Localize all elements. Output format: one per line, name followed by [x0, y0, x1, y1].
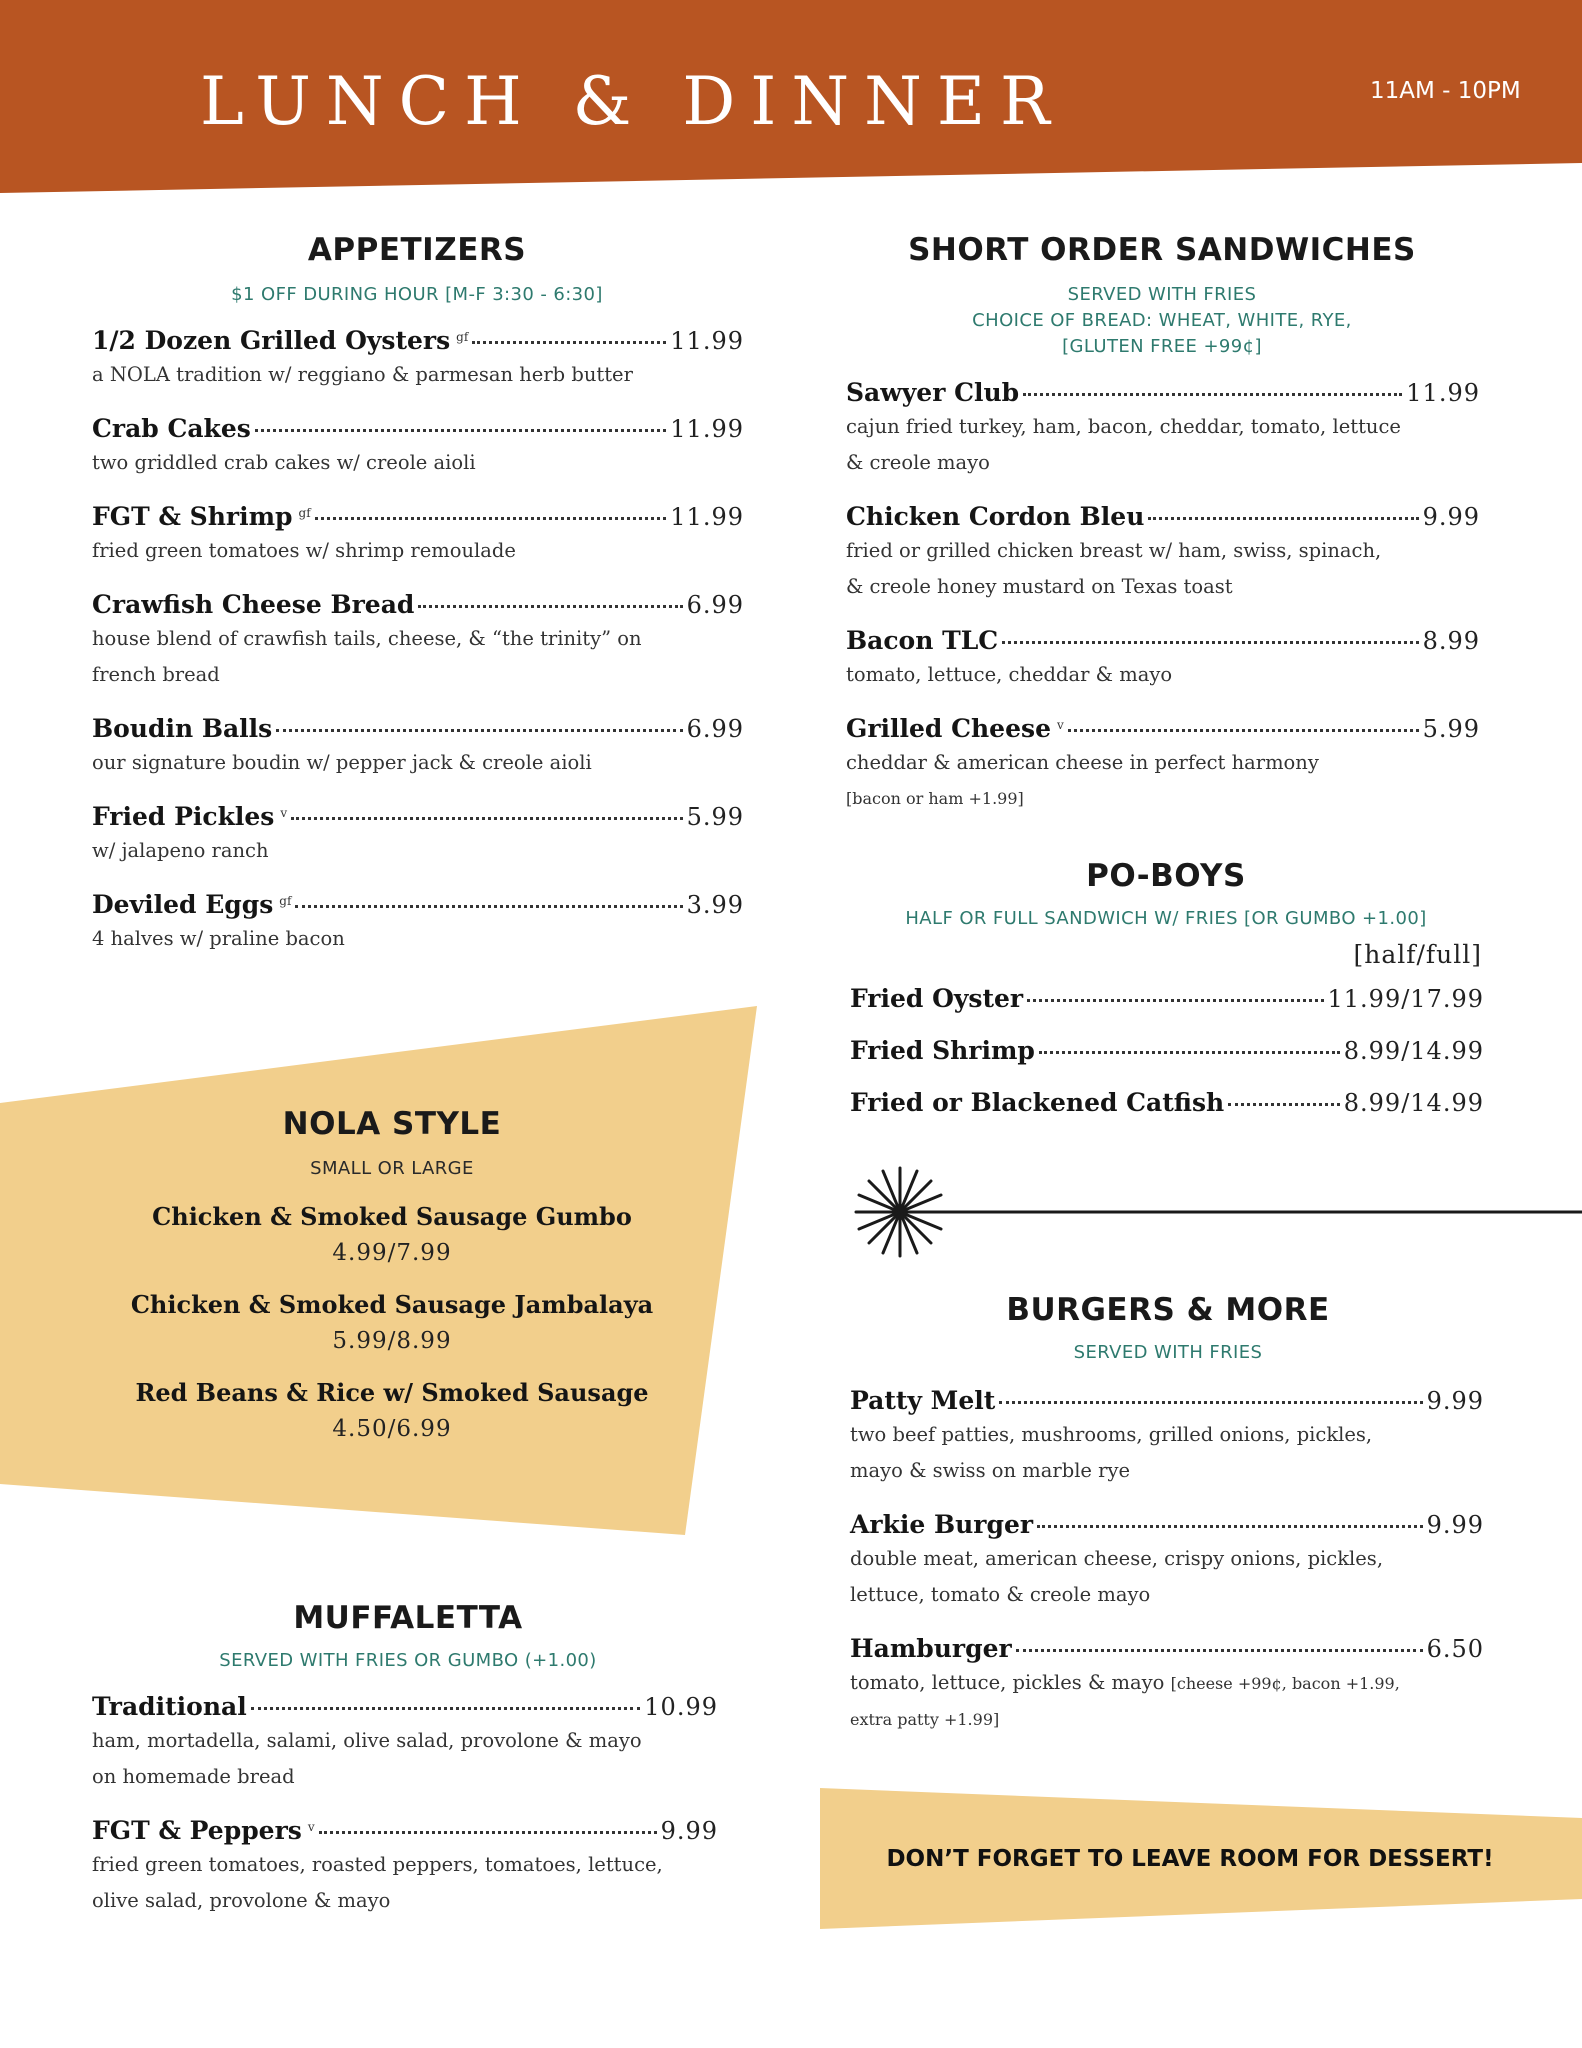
poboys-subtitle: HALF OR FULL SANDWICH W/ FRIES [OR GUMBO +1.00] — [905, 908, 1427, 929]
item-desc: french bread — [92, 663, 220, 686]
nola-item-price: 4.99/7.99 — [332, 1240, 452, 1266]
item-name: Arkie Burger — [850, 1510, 1034, 1539]
menu-item — [92, 326, 744, 393]
item-name: Fried Oyster — [850, 984, 1024, 1013]
nola-item-name: Chicken & Smoked Sausage Gumbo — [152, 1202, 632, 1231]
item-name: Traditional — [92, 1692, 247, 1721]
menu-item — [850, 984, 1484, 1013]
dot-leader — [1016, 1649, 1423, 1652]
item-desc: ham, mortadella, salami, olive salad, provolone & mayo — [92, 1729, 642, 1752]
dot-leader — [1039, 1051, 1340, 1054]
item-desc: & creole honey mustard on Texas toast — [846, 575, 1233, 598]
item-name: 1/2 Dozen Grilled Oysters — [92, 326, 451, 355]
item-price: 11.99/17.99 — [1327, 985, 1484, 1013]
dot-leader — [315, 517, 667, 520]
item-price: 9.99 — [1426, 1511, 1484, 1539]
menu-item — [846, 378, 1480, 481]
dot-leader — [999, 1401, 1422, 1404]
item-price: 10.99 — [644, 1693, 718, 1721]
dessert-callout: DON’T FORGET TO LEAVE ROOM FOR DESSERT! — [886, 1846, 1494, 1872]
item-price: 5.99 — [1422, 715, 1480, 743]
item-name: FGT & Shrimp — [92, 502, 293, 531]
item-price: 5.99 — [686, 803, 744, 831]
menu-item — [850, 1036, 1484, 1065]
item-name: Deviled Eggs — [92, 890, 274, 919]
appetizers-subtitle: $1 OFF DURING HOUR [M-F 3:30 - 6:30] — [231, 284, 603, 305]
item-desc: double meat, american cheese, crispy onions, pickles, — [850, 1547, 1384, 1570]
item-price: 8.99/14.99 — [1343, 1089, 1484, 1117]
menu-item — [92, 590, 744, 693]
dot-leader — [319, 1831, 657, 1834]
dietary-tag: v — [307, 1820, 315, 1834]
menu-item — [850, 1386, 1484, 1489]
dot-leader — [418, 605, 682, 608]
item-price: 9.99 — [1426, 1387, 1484, 1415]
appetizers-title: APPETIZERS — [307, 232, 527, 268]
item-desc: fried green tomatoes w/ shrimp remoulade — [92, 539, 516, 562]
poboys-column-header: [half/full] — [1353, 940, 1482, 969]
item-desc: two beef patties, mushrooms, grilled onions, pickles, — [850, 1423, 1373, 1446]
item-price: 6.99 — [686, 591, 744, 619]
poboys-title: PO-BOYS — [1086, 858, 1246, 894]
item-desc: cajun fried turkey, ham, bacon, cheddar, tomato, lettuce — [846, 415, 1401, 438]
menu-item — [92, 1816, 718, 1919]
dot-leader — [295, 905, 682, 908]
item-desc — [850, 1665, 1484, 1702]
item-price: 8.99/14.99 — [1343, 1037, 1484, 1065]
burgers-subtitle: SERVED WITH FRIES — [1073, 1342, 1263, 1363]
item-price: 6.99 — [686, 715, 744, 743]
item-desc: w/ jalapeno ranch — [92, 839, 269, 862]
menu-item — [846, 626, 1480, 693]
dietary-tag: v — [280, 806, 288, 820]
menu-item — [850, 1510, 1484, 1613]
menu-item — [92, 802, 744, 869]
item-name: Patty Melt — [850, 1386, 996, 1415]
dot-leader — [472, 341, 666, 344]
menu-item — [92, 714, 744, 781]
item-price: 8.99 — [1422, 627, 1480, 655]
item-desc: fried green tomatoes, roasted peppers, tomatoes, lettuce, — [92, 1853, 663, 1876]
muffaletta-subtitle: SERVED WITH FRIES OR GUMBO (+1.00) — [219, 1650, 597, 1671]
hours-label: 11AM - 10PM — [1370, 78, 1521, 104]
item-desc: a NOLA tradition w/ reggiano & parmesan herb butter — [92, 363, 633, 386]
starburst-icon — [856, 1168, 944, 1256]
item-price: 11.99 — [670, 415, 744, 443]
item-name: FGT & Peppers — [92, 1816, 302, 1845]
item-name: Boudin Balls — [92, 714, 273, 743]
dietary-tag: gf — [298, 506, 311, 520]
item-name: Bacon TLC — [846, 626, 999, 655]
item-name: Crawfish Cheese Bread — [92, 590, 415, 619]
sandwiches-subtitle: CHOICE OF BREAD: WHEAT, WHITE, RYE, — [972, 310, 1352, 331]
item-desc: mayo & swiss on marble rye — [850, 1459, 1131, 1482]
menu-item — [850, 1634, 1484, 1738]
dot-leader — [1228, 1103, 1340, 1106]
nola-title: NOLA STYLE — [282, 1106, 502, 1142]
page-title: LUNCH & DINNER — [200, 63, 1065, 140]
item-desc: two griddled crab cakes w/ creole aioli — [92, 451, 476, 474]
item-name: Crab Cakes — [92, 414, 251, 443]
menu-item — [92, 414, 744, 481]
item-desc: cheddar & american cheese in perfect harmony — [846, 751, 1319, 774]
item-desc: our signature boudin w/ pepper jack & creole aioli — [92, 751, 592, 774]
item-price: 3.99 — [686, 891, 744, 919]
nola-panel — [0, 1006, 757, 1535]
sandwiches-title: SHORT ORDER SANDWICHES — [908, 232, 1416, 268]
item-note: extra patty +1.99] — [850, 1710, 1000, 1729]
item-note: [cheese +99¢, bacon +1.99, — [1170, 1674, 1400, 1693]
nola-subtitle: SMALL OR LARGE — [310, 1158, 474, 1179]
item-name: Fried Shrimp — [850, 1036, 1035, 1065]
sandwiches-subtitle: [GLUTEN FREE +99¢] — [1062, 336, 1262, 357]
item-desc: on homemade bread — [92, 1765, 295, 1788]
item-desc: olive salad, provolone & mayo — [92, 1889, 391, 1912]
menu-item — [92, 1692, 718, 1795]
dot-leader — [1027, 999, 1323, 1002]
sandwiches-subtitle: SERVED WITH FRIES — [1067, 284, 1257, 305]
nola-item-price: 4.50/6.99 — [332, 1416, 452, 1442]
dot-leader — [1068, 729, 1419, 732]
item-price: 9.99 — [660, 1817, 718, 1845]
menu-item — [846, 714, 1480, 817]
item-desc: house blend of crawfish tails, cheese, & “the trinity” on — [92, 627, 642, 650]
menu-item — [846, 502, 1480, 605]
item-name: Sawyer Club — [846, 378, 1020, 407]
item-note: [bacon or ham +1.99] — [846, 789, 1024, 808]
item-name: Hamburger — [850, 1634, 1012, 1663]
menu-item — [92, 502, 744, 569]
dot-leader — [1148, 517, 1418, 520]
dot-leader — [276, 729, 682, 732]
dietary-tag: v — [1056, 718, 1064, 732]
item-price: 6.50 — [1426, 1635, 1484, 1663]
item-desc: fried or grilled chicken breast w/ ham, swiss, spinach, — [846, 539, 1382, 562]
dot-leader — [1002, 641, 1418, 644]
dietary-tag: gf — [279, 894, 292, 908]
burgers-title: BURGERS & MORE — [1006, 1292, 1330, 1328]
item-desc-text: tomato, lettuce, pickles & mayo — [850, 1671, 1165, 1694]
item-name: Grilled Cheese — [846, 714, 1051, 743]
item-name: Fried Pickles — [92, 802, 275, 831]
item-price: 9.99 — [1422, 503, 1480, 531]
nola-item-price: 5.99/8.99 — [332, 1328, 452, 1354]
nola-item-name: Red Beans & Rice w/ Smoked Sausage — [135, 1378, 649, 1407]
dot-leader — [1023, 393, 1402, 396]
dot-leader — [291, 817, 682, 820]
item-name: Chicken Cordon Bleu — [846, 502, 1145, 531]
dot-leader — [255, 429, 666, 432]
dot-leader — [1037, 1525, 1423, 1528]
item-desc: lettuce, tomato & creole mayo — [850, 1583, 1151, 1606]
item-price: 11.99 — [670, 503, 744, 531]
dietary-tag: gf — [456, 330, 469, 344]
nola-item-name: Chicken & Smoked Sausage Jambalaya — [130, 1290, 654, 1319]
menu-item — [92, 890, 744, 957]
menu-item — [850, 1088, 1484, 1117]
item-price: 11.99 — [1406, 379, 1480, 407]
item-desc: & creole mayo — [846, 451, 990, 474]
item-name: Fried or Blackened Catfish — [850, 1088, 1225, 1117]
item-desc: tomato, lettuce, cheddar & mayo — [846, 663, 1173, 686]
item-desc: 4 halves w/ praline bacon — [92, 927, 345, 950]
dot-leader — [251, 1707, 641, 1710]
item-price: 11.99 — [670, 327, 744, 355]
muffaletta-title: MUFFALETTA — [293, 1600, 523, 1636]
